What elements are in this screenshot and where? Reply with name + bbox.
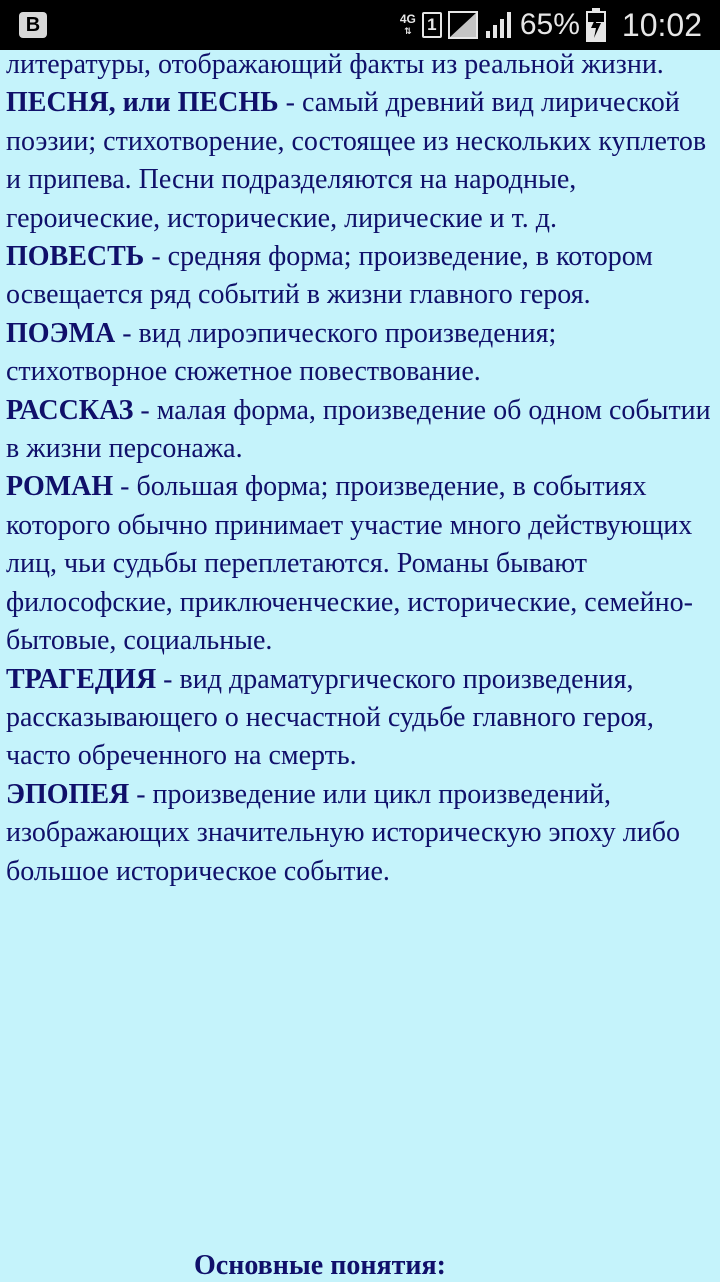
network-type-label: 4G (399, 12, 416, 26)
definition-song: - самый древний вид лирической поэзии; стихотворение, состоящее из нескольких куплетов и припева. Песни подразделяются на народные, героические, исторические, лирические и т. д. (6, 87, 707, 234)
status-bar (0, 0, 720, 50)
definition-epic: - произведение или цикл произведений, изображающих значительную историческую эпоху либо большое историческое событие. (6, 778, 680, 887)
clock: 10:02 (621, 6, 702, 43)
intro-tail: литературы, отображающий факты из реальной жизни. (6, 49, 664, 80)
battery-charging-icon (586, 8, 606, 42)
network-type-icon (400, 13, 416, 37)
glossary-entry-poem (6, 315, 714, 392)
definition-novel: - большая форма; произведение, в событиях которого обычно принимает участие много действующих лиц, чьи судьбы переплетаются. Романы бывают философские, приключенческие, исторические, семейно-бытовые, социальные. (6, 471, 693, 657)
glossary-entry-novella (6, 238, 714, 315)
glossary-entry-epic (6, 776, 714, 891)
glossary-entry-novel (6, 468, 714, 660)
term-song: ПЕСНЯ, или ПЕСНЬ (6, 87, 279, 119)
term-novella: ПОВЕСТЬ (6, 241, 145, 273)
status-indicators (400, 0, 702, 50)
definition-story: - малая форма, произведение об одном событии в жизни персонажа. (6, 394, 711, 465)
glossary-entry-story (6, 392, 714, 469)
glossary-text (6, 46, 714, 891)
term-poem: ПОЭМА (6, 317, 116, 349)
definition-tragedy: - вид драматургического произведения, рассказывающего о несчастной судьбе главного героя, часто обреченного на смерть. (6, 663, 654, 772)
app-notification-icon: B (19, 12, 47, 38)
term-story: РАССКАЗ (6, 394, 134, 426)
term-tragedy: ТРАГЕДИЯ (6, 663, 157, 695)
glossary-entry-tragedy (6, 661, 714, 776)
term-epic: ЭПОПЕЯ (6, 778, 130, 810)
term-novel: РОМАН (6, 471, 114, 503)
glossary-entry-song (6, 84, 714, 238)
wifi-signal-icon (448, 11, 478, 39)
sim-card-icon: 1 (422, 12, 442, 38)
definition-poem: - вид лироэпического произведения; стихотворное сюжетное повествование. (6, 317, 557, 388)
battery-percent: 65% (519, 8, 580, 41)
data-arrows-icon: ⇅ (404, 26, 412, 36)
cell-signal-icon (484, 11, 514, 39)
definition-novella: - средняя форма; произведение, в котором освещается ряд событий в жизни главного героя. (6, 241, 653, 311)
section-heading-basic-concepts: Основные понятия: (194, 1250, 446, 1281)
